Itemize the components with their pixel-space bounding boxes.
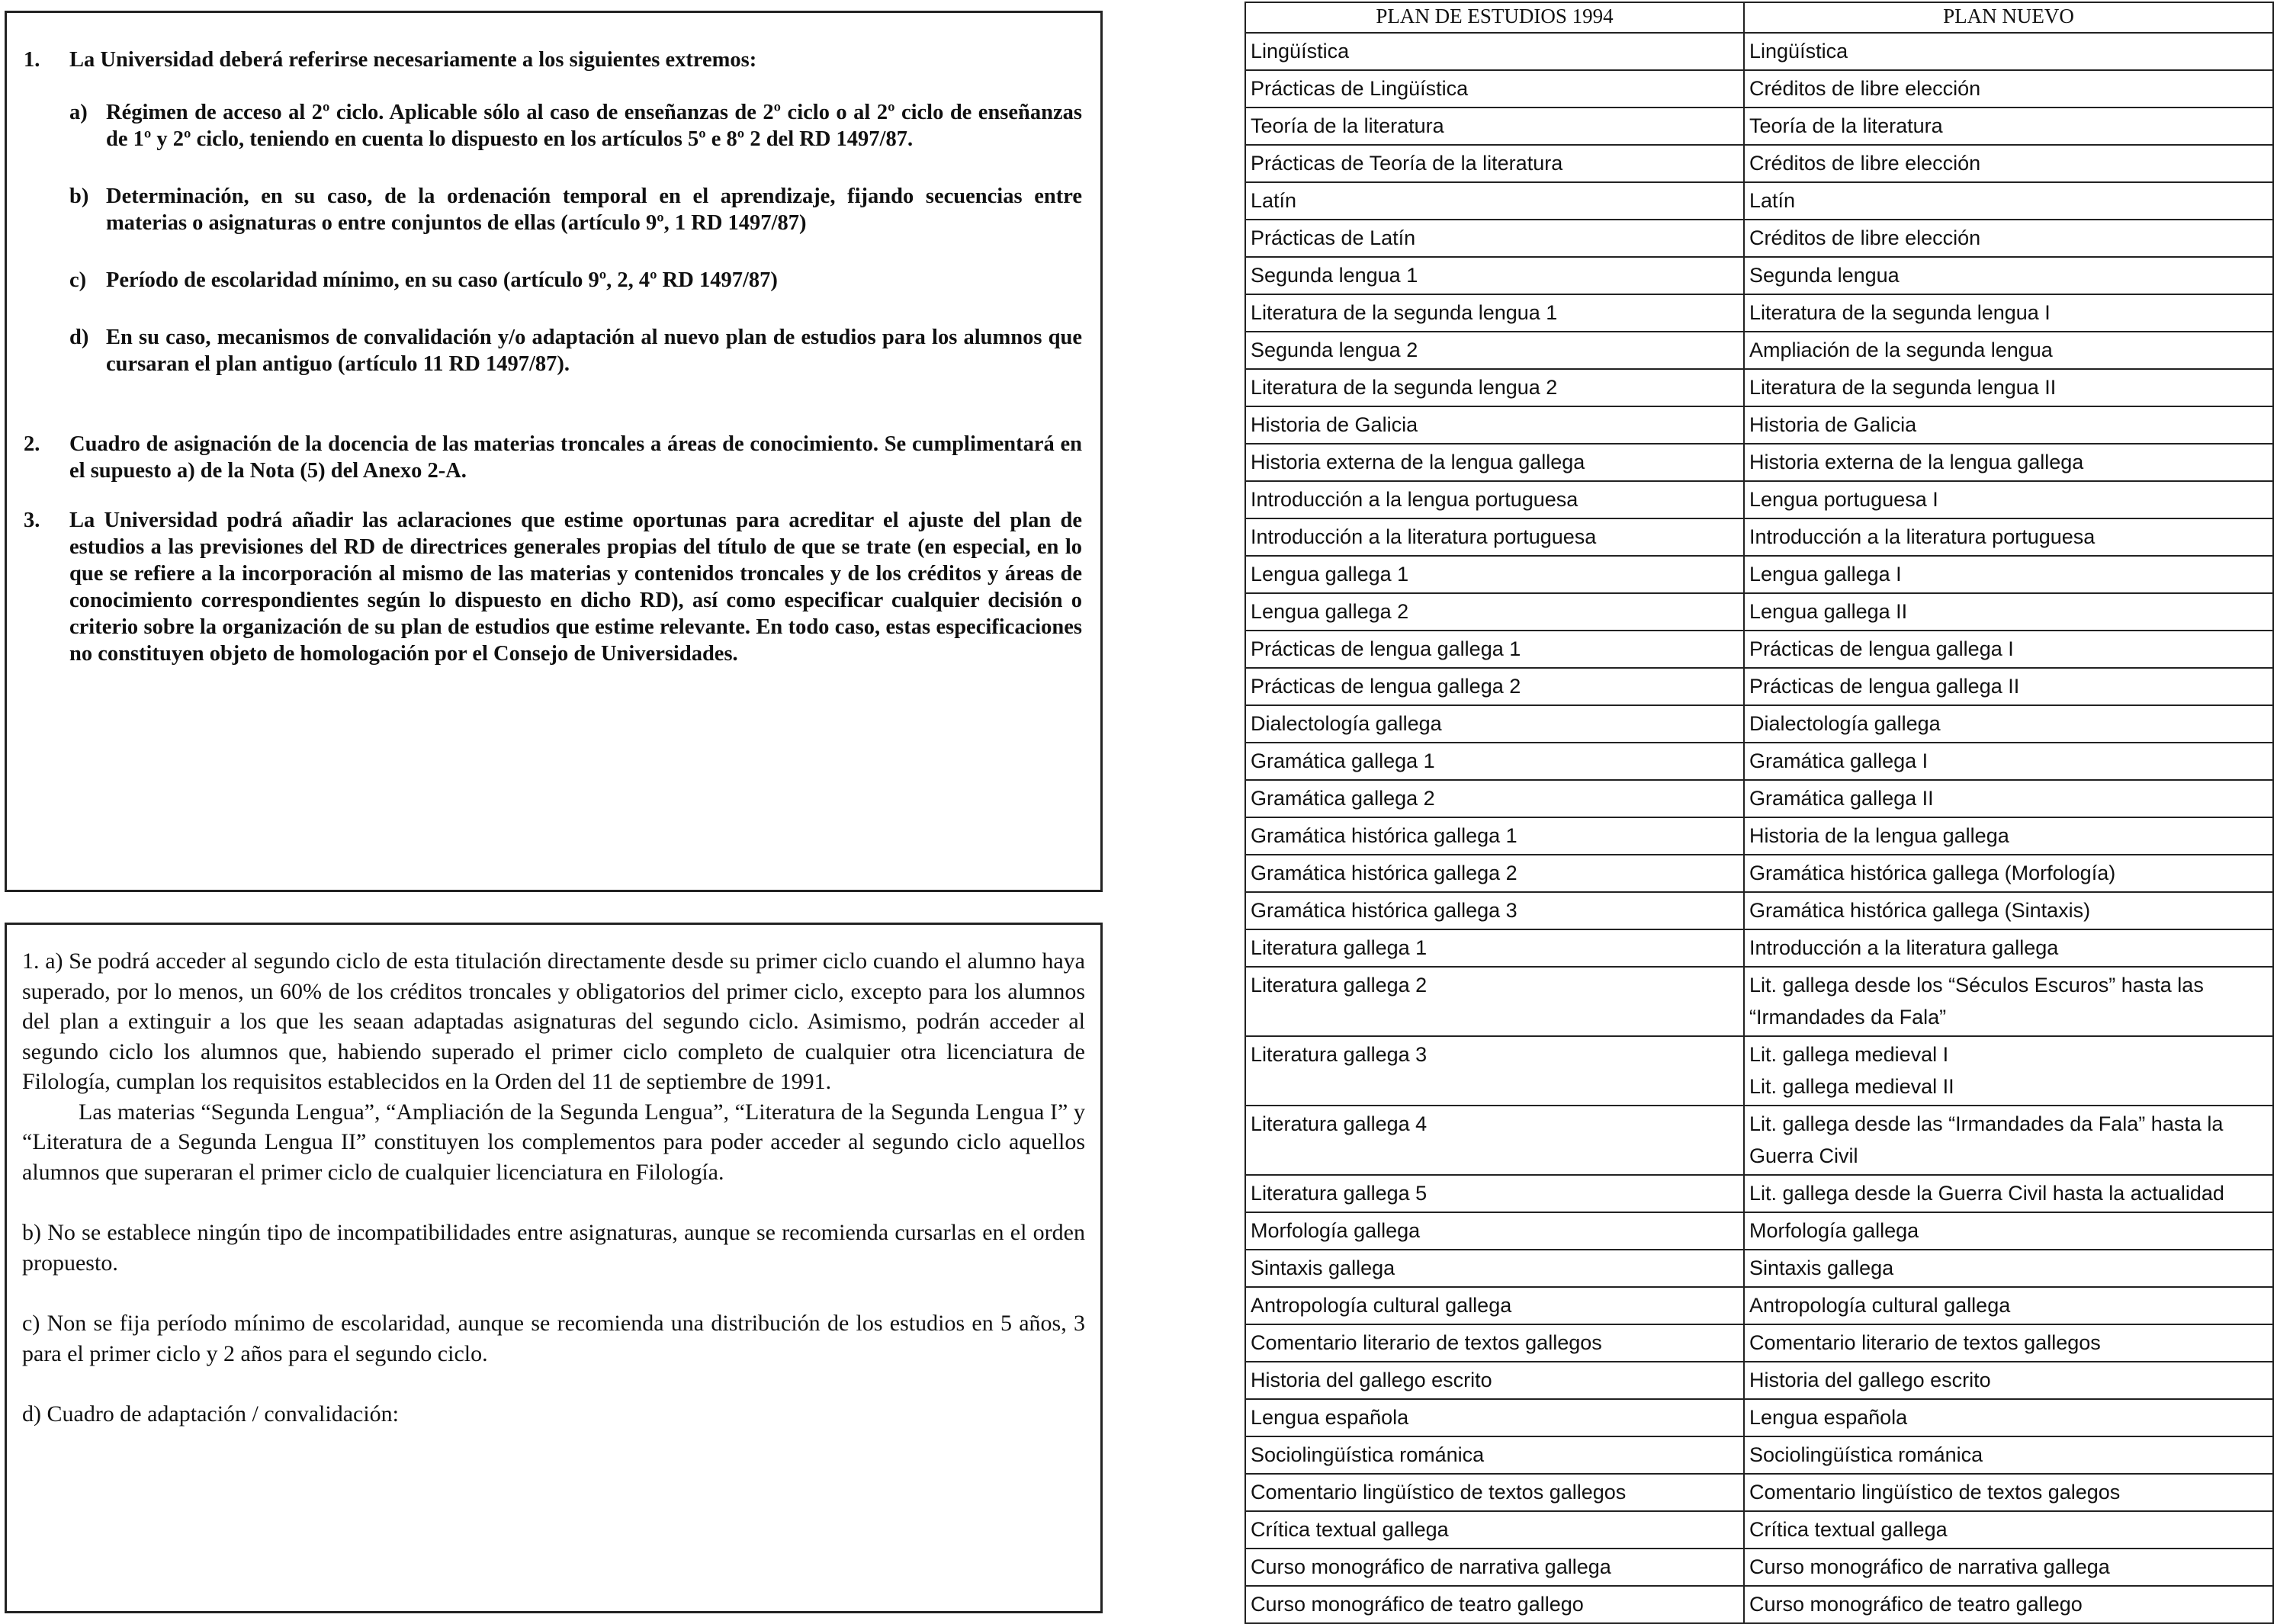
table-row: [1245, 817, 2273, 855]
new-plan-subject: [1744, 1106, 2273, 1175]
old-plan-subject: Morfología gallega: [1245, 1212, 1744, 1250]
new-plan-subject-line: Historia de la lengua gallega: [1749, 824, 2009, 847]
instruction-body: [69, 507, 1082, 667]
adaptation-table: [1244, 2, 2274, 1624]
new-plan-subject: [1744, 1362, 2273, 1399]
old-plan-subject: Segunda lengua 2: [1245, 332, 1744, 369]
subitem-letter: d): [69, 326, 89, 349]
table-row: [1245, 406, 2273, 444]
instruction-text: La Universidad deberá referirse necesariamente a los siguientes extremos:: [69, 48, 757, 72]
new-plan-subject-line: Literatura de la segunda lengua I: [1749, 301, 2051, 324]
table-row: [1245, 33, 2273, 70]
instruction-subitem: [69, 324, 1082, 377]
new-plan-subject-line: Gramática histórica gallega (Morfología): [1749, 862, 2116, 884]
table-body: [1245, 33, 2273, 1623]
new-plan-subject: [1744, 257, 2273, 294]
old-plan-subject: Literatura de la segunda lengua 2: [1245, 369, 1744, 406]
instruction-item: [24, 507, 1082, 667]
subitem-text: Régimen de acceso al 2º ciclo. Aplicable sólo al caso de enseñanzas de 2º ciclo o al 2º ciclo de enseñanzas de 1º y 2º ciclo, teniendo en cuenta lo dispuesto en los artículos 5º e 8º 2 del RD 1497/87.: [106, 101, 1082, 151]
new-plan-subject-line: Lit. gallega desde los “Séculos Escuros” hasta las “Irmandades da Fala”: [1749, 974, 2204, 1029]
new-plan-subject: [1744, 1287, 2273, 1324]
instruction-subitem: [69, 267, 1082, 294]
subitem-text: Período de escolaridad mínimo, en su caso (artículo 9º, 2, 4º RD 1497/87): [106, 268, 778, 292]
new-plan-subject: [1744, 929, 2273, 967]
old-plan-subject: Comentario literario de textos gallegos: [1245, 1324, 1744, 1362]
new-plan-subject-line: Crítica textual gallega: [1749, 1518, 1948, 1541]
old-plan-subject: Crítica textual gallega: [1245, 1511, 1744, 1549]
new-plan-subject: [1744, 1511, 2273, 1549]
table-row: [1245, 1436, 2273, 1474]
subitem-letter: c): [69, 268, 87, 292]
old-plan-subject: Curso monográfico de teatro gallego: [1245, 1586, 1744, 1623]
table-row: [1245, 1250, 2273, 1287]
notes-content: [7, 925, 1100, 1430]
note-a-complements: Las materias “Segunda Lengua”, “Ampliación de la Segunda Lengua”, “Literatura de la Segunda Lengua I” y “Literatura de a Segunda Lengua II” constituyen los complementos para poder acceder al segundo ciclo aquellos alumnos que superaran el primer ciclo de cualquier licenciatura en Filología.: [22, 1099, 1085, 1185]
new-plan-subject-line: Ampliación de la segunda lengua: [1749, 339, 2053, 361]
old-plan-subject: Lengua española: [1245, 1399, 1744, 1436]
new-plan-subject-line: Créditos de libre elección: [1749, 152, 1981, 175]
table-row: [1245, 1324, 2273, 1362]
old-plan-subject: Literatura gallega 5: [1245, 1175, 1744, 1212]
instructions-box: [5, 11, 1103, 892]
table-row: [1245, 705, 2273, 743]
new-plan-subject: [1744, 145, 2273, 182]
new-plan-subject: [1744, 518, 2273, 556]
table-row: [1245, 967, 2273, 1036]
old-plan-subject: Prácticas de lengua gallega 1: [1245, 631, 1744, 668]
new-plan-subject: [1744, 1474, 2273, 1511]
old-plan-subject: Comentario lingüístico de textos gallegos: [1245, 1474, 1744, 1511]
table-row: [1245, 743, 2273, 780]
new-plan-subject-line: Sociolingüística románica: [1749, 1443, 1983, 1466]
new-plan-subject-line: Lit. gallega medieval II: [1749, 1075, 1954, 1098]
instruction-text: La Universidad podrá añadir las aclaraciones que estime oportunas para acreditar el ajuste del plan de estudios a las previsiones del RD de directrices generales propias del título de que se trate (en especial, en lo que se refiere a la incorporación al mismo de las materias y contenidos troncales y de los créditos y áreas de conocimiento correspondientes según lo dispuesto en dicho RD), así como especificar cualquier decisión o criterio sobre la organización de su plan de estudios que estime relevante. En todo caso, estas especificaciones no constituyen objeto de homologación por el Consejo de Universidades.: [69, 509, 1082, 666]
new-plan-subject-line: Comentario lingüístico de textos galegos: [1749, 1481, 2121, 1504]
new-plan-subject: [1744, 1036, 2273, 1106]
old-plan-subject: Gramática gallega 2: [1245, 780, 1744, 817]
old-plan-subject: Curso monográfico de narrativa gallega: [1245, 1549, 1744, 1586]
table-row: [1245, 556, 2273, 593]
old-plan-subject: Lengua gallega 1: [1245, 556, 1744, 593]
new-plan-subject: [1744, 668, 2273, 705]
old-plan-subject: Literatura gallega 2: [1245, 967, 1744, 1036]
new-plan-subject-line: Créditos de libre elección: [1749, 77, 1981, 100]
table-row: [1245, 182, 2273, 220]
new-plan-subject-line: Segunda lengua: [1749, 264, 1900, 287]
note-b: b) No se establece ningún tipo de incompatibilidades entre asignaturas, aunque se recomienda cursarlas en el orden propuesto.: [22, 1220, 1085, 1276]
old-plan-subject: Latín: [1245, 182, 1744, 220]
new-plan-subject: [1744, 294, 2273, 332]
new-plan-subject: [1744, 1399, 2273, 1436]
new-plan-subject-line: Morfología gallega: [1749, 1219, 1919, 1242]
old-plan-subject: Historia del gallego escrito: [1245, 1362, 1744, 1399]
table-row: [1245, 631, 2273, 668]
old-plan-subject: Literatura gallega 4: [1245, 1106, 1744, 1175]
new-plan-subject: [1744, 1549, 2273, 1586]
new-plan-subject-line: Curso monográfico de teatro gallego: [1749, 1593, 2083, 1616]
new-plan-subject-line: Latín: [1749, 189, 1796, 212]
instruction-subitem: [69, 99, 1082, 152]
old-plan-subject: Prácticas de Lingüística: [1245, 70, 1744, 108]
new-plan-subject-line: Sintaxis gallega: [1749, 1257, 1894, 1279]
instruction-item: [24, 47, 1082, 408]
new-plan-subject-line: Lengua española: [1749, 1406, 1908, 1429]
instruction-subitem: [69, 183, 1082, 236]
table-row: [1245, 892, 2273, 929]
old-plan-subject: Prácticas de lengua gallega 2: [1245, 668, 1744, 705]
new-plan-subject-line: Prácticas de lengua gallega I: [1749, 637, 2014, 660]
table-row: [1245, 294, 2273, 332]
header-old-plan: PLAN DE ESTUDIOS 1994: [1245, 2, 1744, 33]
new-plan-subject-line: Curso monográfico de narrativa gallega: [1749, 1555, 2110, 1578]
new-plan-subject: [1744, 33, 2273, 70]
old-plan-subject: Sociolingüística románica: [1245, 1436, 1744, 1474]
subitem-text: Determinación, en su caso, de la ordenación temporal en el aprendizaje, fijando secuencias entre materias o asignaturas o entre conjuntos de ellas (artículo 9º, 1 RD 1497/87): [106, 185, 1082, 235]
old-plan-subject: Prácticas de Teoría de la literatura: [1245, 145, 1744, 182]
new-plan-subject: [1744, 556, 2273, 593]
new-plan-subject: [1744, 817, 2273, 855]
note-c: c) Non se fija período mínimo de escolaridad, aunque se recomienda una distribución de los estudios en 5 años, 3 para el primer ciclo y 2 años para el segundo ciclo.: [22, 1311, 1085, 1366]
old-plan-subject: Lingüística: [1245, 33, 1744, 70]
old-plan-subject: Literatura gallega 3: [1245, 1036, 1744, 1106]
new-plan-subject: [1744, 855, 2273, 892]
new-plan-subject-line: Gramática histórica gallega (Sintaxis): [1749, 899, 2091, 922]
subitem-text: En su caso, mecanismos de convalidación y/o adaptación al nuevo plan de estudios para los alumnos que cursaran el plan antiguo (artículo 11 RD 1497/87).: [106, 326, 1082, 376]
table-row: [1245, 369, 2273, 406]
table-row: [1245, 780, 2273, 817]
instruction-body: [69, 47, 1082, 408]
new-plan-subject: [1744, 481, 2273, 518]
old-plan-subject: Literatura gallega 1: [1245, 929, 1744, 967]
new-plan-subject-line: Literatura de la segunda lengua II: [1749, 376, 2057, 399]
table-row: [1245, 220, 2273, 257]
new-plan-subject-line: Lengua gallega II: [1749, 600, 1908, 623]
old-plan-subject: Segunda lengua 1: [1245, 257, 1744, 294]
new-plan-subject: [1744, 332, 2273, 369]
table-row: [1245, 70, 2273, 108]
new-plan-subject: [1744, 1212, 2273, 1250]
new-plan-subject: [1744, 1324, 2273, 1362]
instruction-number: 2.: [24, 432, 40, 456]
new-plan-subject-line: Historia del gallego escrito: [1749, 1369, 1991, 1391]
new-plan-subject: [1744, 705, 2273, 743]
new-plan-subject: [1744, 70, 2273, 108]
new-plan-subject-line: Introducción a la literatura gallega: [1749, 936, 2059, 959]
new-plan-subject-line: Historia externa de la lengua gallega: [1749, 451, 2084, 473]
old-plan-subject: Gramática histórica gallega 1: [1245, 817, 1744, 855]
table-row: [1245, 1212, 2273, 1250]
instruction-item: [24, 431, 1082, 484]
instruction-number: 3.: [24, 509, 40, 532]
table-row: [1245, 1549, 2273, 1586]
old-plan-subject: Gramática histórica gallega 3: [1245, 892, 1744, 929]
new-plan-subject: [1744, 1175, 2273, 1212]
table-row: [1245, 481, 2273, 518]
note-d: d) Cuadro de adaptación / convalidación:: [22, 1401, 399, 1427]
new-plan-subject-line: Lingüística: [1749, 40, 1848, 63]
new-plan-subject: [1744, 1250, 2273, 1287]
new-plan-subject-line: Lit. gallega desde la Guerra Civil hasta la actualidad: [1749, 1182, 2224, 1205]
old-plan-subject: Prácticas de Latín: [1245, 220, 1744, 257]
old-plan-subject: Introducción a la lengua portuguesa: [1245, 481, 1744, 518]
new-plan-subject: [1744, 892, 2273, 929]
new-plan-subject: [1744, 182, 2273, 220]
new-plan-subject-line: Lit. gallega medieval I: [1749, 1043, 1949, 1066]
instructions-list: [7, 13, 1100, 667]
new-plan-subject: [1744, 593, 2273, 631]
new-plan-subject-line: Lit. gallega desde las “Irmandades da Fala” hasta la Guerra Civil: [1749, 1112, 2224, 1167]
note-a: 1. a) Se podrá acceder al segundo ciclo de esta titulación directamente desde su primer ciclo cuando el alumno haya superado, por lo menos, un 60% de los créditos troncales y obligatorios del primer ciclo, excepto para los alumnos del plan a extinguir a los que les seaan adaptadas asignaturas del segundo ciclo. Asimismo, podrán acceder al segundo ciclo los alumnos que, habiendo superado el primer ciclo completo de cualquier otra licenciatura de Filología, cumplan los requisitos establecidos en la Orden del 11 de septiembre de 1991.: [22, 948, 1085, 1094]
new-plan-subject-line: Antropología cultural gallega: [1749, 1294, 2011, 1317]
table-row: [1245, 1474, 2273, 1511]
new-plan-subject-line: Teoría de la literatura: [1749, 114, 1943, 137]
table-row: [1245, 332, 2273, 369]
subitem-letter: b): [69, 185, 89, 208]
old-plan-subject: Gramática histórica gallega 2: [1245, 855, 1744, 892]
old-plan-subject: Historia externa de la lengua gallega: [1245, 444, 1744, 481]
table-row: [1245, 855, 2273, 892]
new-plan-subject: [1744, 369, 2273, 406]
new-plan-subject: [1744, 780, 2273, 817]
new-plan-subject-line: Gramática gallega I: [1749, 749, 1929, 772]
table-row: [1245, 108, 2273, 145]
new-plan-subject: [1744, 743, 2273, 780]
old-plan-subject: Antropología cultural gallega: [1245, 1287, 1744, 1324]
old-plan-subject: Dialectología gallega: [1245, 705, 1744, 743]
notes-box: [5, 923, 1103, 1613]
old-plan-subject: Gramática gallega 1: [1245, 743, 1744, 780]
table-row: [1245, 1362, 2273, 1399]
table-header-row: [1245, 2, 2273, 33]
table-row: [1245, 1106, 2273, 1175]
old-plan-subject: Lengua gallega 2: [1245, 593, 1744, 631]
table-row: [1245, 1399, 2273, 1436]
new-plan-subject: [1744, 108, 2273, 145]
table-row: [1245, 518, 2273, 556]
table-row: [1245, 145, 2273, 182]
instruction-number: 1.: [24, 48, 40, 72]
new-plan-subject-line: Lengua gallega I: [1749, 563, 1902, 586]
old-plan-subject: Historia de Galicia: [1245, 406, 1744, 444]
new-plan-subject-line: Lengua portuguesa I: [1749, 488, 1938, 511]
table-row: [1245, 257, 2273, 294]
new-plan-subject-line: Gramática gallega II: [1749, 787, 1934, 810]
new-plan-subject-line: Introducción a la literatura portuguesa: [1749, 525, 2096, 548]
old-plan-subject: Literatura de la segunda lengua 1: [1245, 294, 1744, 332]
new-plan-subject-line: Dialectología gallega: [1749, 712, 1941, 735]
instruction-sublist: [69, 99, 1082, 377]
instruction-text: Cuadro de asignación de la docencia de las materias troncales a áreas de conocimiento. Se cumplimentará en el supuesto a) de la Nota (5) del Anexo 2-A.: [69, 432, 1082, 483]
subitem-letter: a): [69, 101, 88, 124]
new-plan-subject-line: Historia de Galicia: [1749, 413, 1917, 436]
new-plan-subject-line: Créditos de libre elección: [1749, 226, 1981, 249]
new-plan-subject-line: Prácticas de lengua gallega II: [1749, 675, 2020, 698]
old-plan-subject: Sintaxis gallega: [1245, 1250, 1744, 1287]
table-row: [1245, 1511, 2273, 1549]
new-plan-subject: [1744, 444, 2273, 481]
new-plan-subject-line: Comentario literario de textos gallegos: [1749, 1331, 2101, 1354]
new-plan-subject: [1744, 631, 2273, 668]
instruction-body: [69, 431, 1082, 484]
new-plan-subject: [1744, 220, 2273, 257]
table-row: [1245, 668, 2273, 705]
table-row: [1245, 444, 2273, 481]
old-plan-subject: Teoría de la literatura: [1245, 108, 1744, 145]
table-row: [1245, 1036, 2273, 1106]
table-row: [1245, 593, 2273, 631]
new-plan-subject: [1744, 406, 2273, 444]
table-row: [1245, 1175, 2273, 1212]
table-row: [1245, 1287, 2273, 1324]
new-plan-subject: [1744, 1436, 2273, 1474]
table-row: [1245, 929, 2273, 967]
new-plan-subject: [1744, 967, 2273, 1036]
header-new-plan: PLAN NUEVO: [1744, 2, 2273, 33]
old-plan-subject: Introducción a la literatura portuguesa: [1245, 518, 1744, 556]
